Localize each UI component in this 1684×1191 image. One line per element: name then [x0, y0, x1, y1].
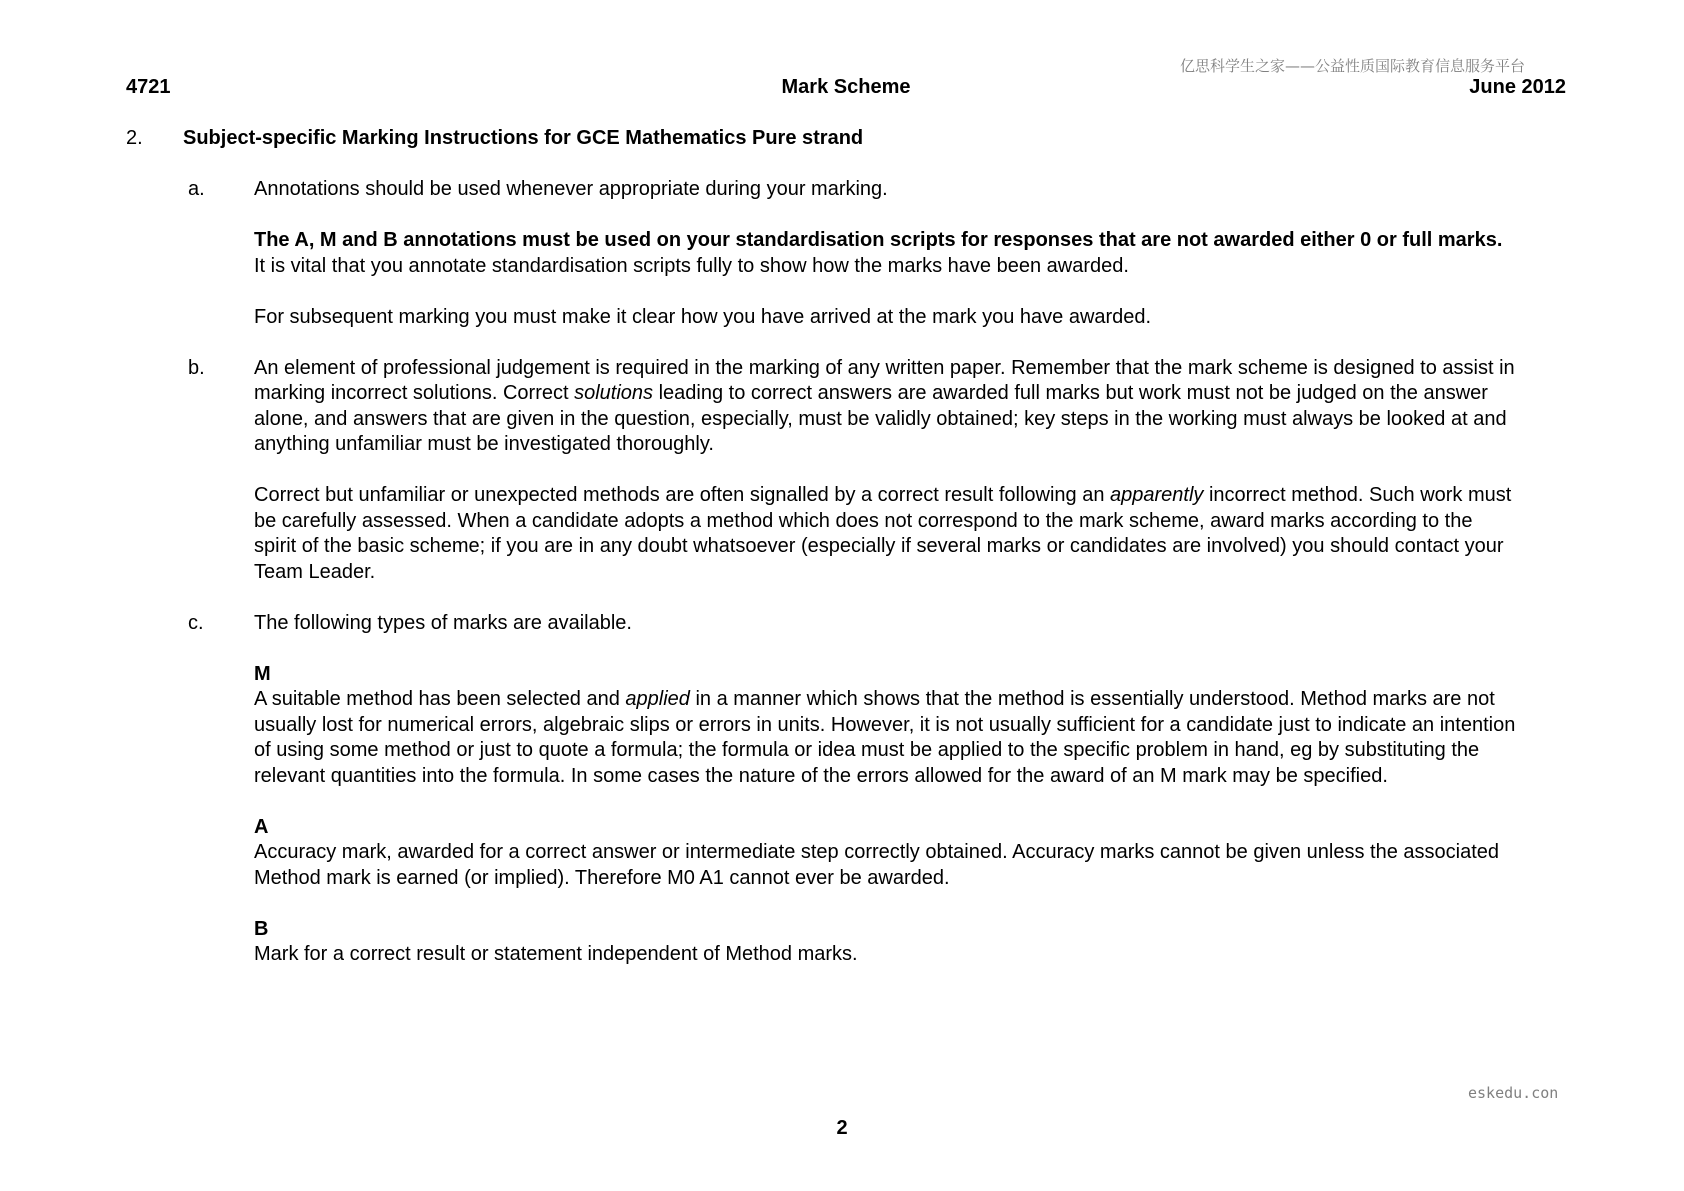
- item-body: [254, 356, 1518, 611]
- item-body: [254, 177, 1518, 356]
- header-date: June 2012: [1469, 76, 1566, 98]
- bold-text: The A, M and B annotations must be used on your standardisation scripts for responses that are not awarded either 0 or full marks.: [254, 229, 1503, 251]
- instruction-item-b: [188, 356, 1518, 611]
- item-letter: c.: [188, 611, 204, 634]
- page-number: 2: [836, 1117, 848, 1139]
- paragraph: Correct but unfamiliar or unexpected methods are often signalled by a correct result following an apparently incorrect method. Such work must be carefully assessed. When a candidate adopts a method which does not correspond to the mark scheme, award marks according to the spirit of the basic scheme; if you are in any doubt whatsoever (especially if several marks or candidates are involved) you should contact your Team Leader.: [254, 484, 1512, 583]
- mark-type-b: [254, 917, 1518, 968]
- page-header: [126, 76, 1566, 102]
- mark-type-a: [254, 815, 1518, 892]
- paragraph: The following types of marks are available.: [254, 611, 632, 634]
- header-title: Mark Scheme: [781, 76, 911, 98]
- paragraph: For subsequent marking you must make it clear how you have arrived at the mark you have awarded.: [254, 305, 1152, 328]
- paragraph: Annotations should be used whenever appropriate during your marking.: [254, 178, 888, 200]
- bottom-watermark: eskedu.con: [1468, 1084, 1559, 1102]
- mark-type-label: A: [254, 815, 269, 838]
- section-number: 2.: [126, 127, 143, 149]
- mark-type-description: A suitable method has been selected and applied in a manner which shows that the method is essentially understood. Method marks are not usually lost for numerical errors, algebraic slips or errors in units. However, it is not usually sufficient for a candidate just to indicate an intention of using some method or just to quote a formula; the formula or idea must be applied to the specific problem in hand, eg by substituting the relevant quantities into the formula. In some cases the nature of the errors allowed for the award of an M mark may be specified.: [254, 688, 1516, 787]
- item-body: [254, 611, 1518, 994]
- paragraph: An element of professional judgement is required in the marking of any written paper. Remember that the mark scheme is designed to assist in marking incorrect solutions. Correct solutions leading to correct answers are awarded full marks but work must not be judged on the answer alone, and answers that are given in the question, especially, must be validly obtained; key steps in the working must always be looked at and anything unfamiliar must be investigated thoroughly.: [254, 356, 1515, 455]
- mark-type-description: Mark for a correct result or statement independent of Method marks.: [254, 943, 858, 965]
- italic-text: apparently: [1110, 484, 1204, 506]
- section-title: Subject-specific Marking Instructions for GCE Mathematics Pure strand: [183, 127, 864, 149]
- italic-text: solutions: [574, 382, 654, 404]
- italic-text: applied: [625, 688, 690, 710]
- instruction-item-c: [188, 611, 1518, 994]
- section-heading: [126, 127, 863, 150]
- item-letter: b.: [188, 356, 205, 379]
- mark-type-description: Accuracy mark, awarded for a correct answer or intermediate step correctly obtained. Accuracy marks cannot be given unless the associated Method mark is earned (or implied). Therefore M0 A1 cannot ever be awarded.: [254, 841, 1500, 889]
- mark-type-label: M: [254, 662, 271, 685]
- paragraph: The A, M and B annotations must be used on your standardisation scripts for responses that are not awarded either 0 or full marks. It is vital that you annotate standardisation scripts fully to show how the marks have been awarded.: [254, 229, 1503, 277]
- mark-type-label: B: [254, 917, 269, 940]
- mark-type-m: [254, 662, 1518, 790]
- paper-code: 4721: [126, 76, 171, 98]
- instruction-item-a: [188, 177, 1518, 356]
- item-letter: a.: [188, 178, 205, 200]
- instructions-body: [188, 177, 1518, 993]
- top-watermark: 亿思科学生之家——公益性质国际教育信息服务平台: [1180, 57, 1526, 75]
